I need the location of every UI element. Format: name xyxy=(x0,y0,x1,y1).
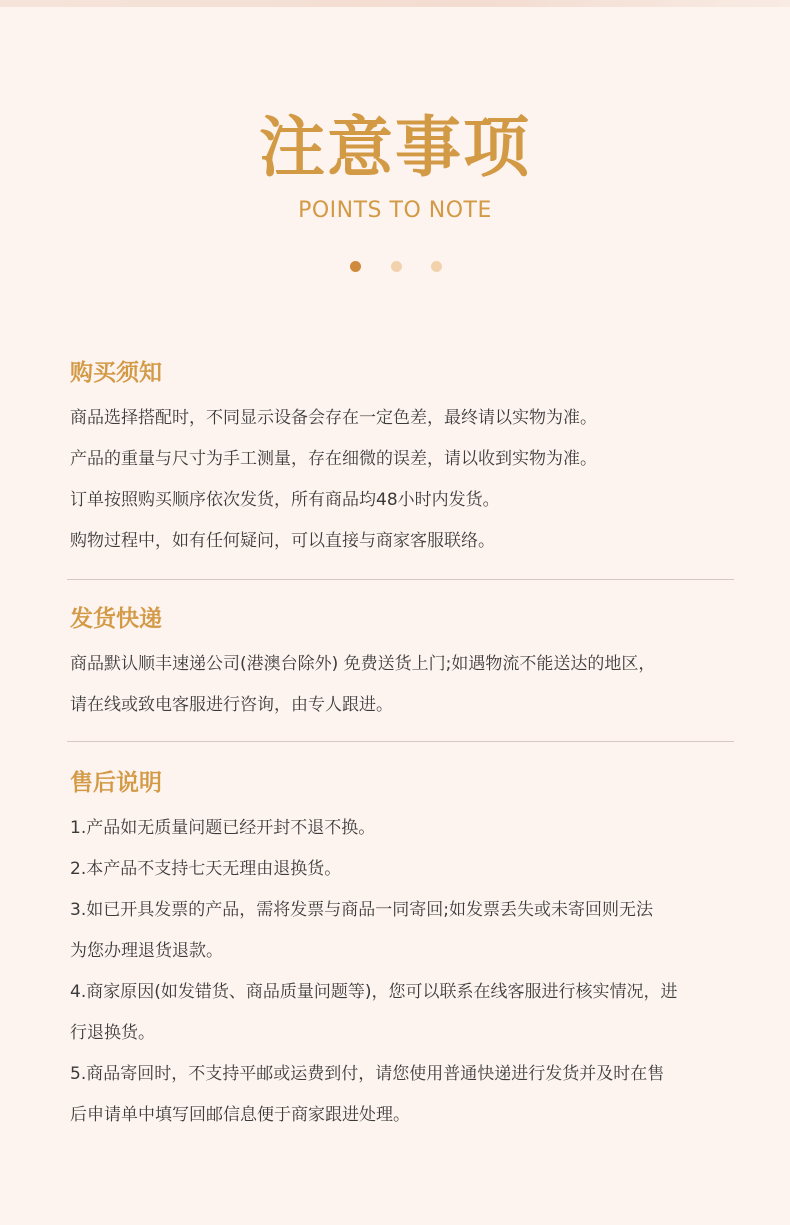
section-divider xyxy=(67,579,734,580)
text-line: 3.如已开具发票的产品，需将发票与商品一同寄回;如发票丢失或未寄回则无法 xyxy=(70,900,653,920)
text-line: 为您办理退货退款。 xyxy=(70,941,223,961)
text-line: 商品选择搭配时，不同显示设备会存在一定色差，最终请以实物为准。 xyxy=(70,408,597,428)
section-body xyxy=(70,398,734,562)
text-line: 行退换货。 xyxy=(70,1023,155,1043)
decorative-dots xyxy=(0,261,790,273)
text-line: 2.本产品不支持七天无理由退换货。 xyxy=(70,859,342,879)
section-heading: 购买须知 xyxy=(70,360,162,386)
dot-inactive xyxy=(391,261,402,272)
text-line: 产品的重量与尺寸为手工测量，存在细微的误差，请以收到实物为准。 xyxy=(70,449,597,469)
text-line: 5.商品寄回时，不支持平邮或运费到付，请您使用普通快递进行发货并及时在售 xyxy=(70,1064,665,1084)
section-shipping xyxy=(70,604,734,726)
section-purchase-notes xyxy=(70,358,734,562)
section-divider xyxy=(67,741,734,742)
section-body xyxy=(70,644,734,726)
text-line: 订单按照购买顺序依次发货，所有商品均48小时内发货。 xyxy=(70,490,500,510)
section-after-sales xyxy=(70,768,734,1136)
text-line: 后申请单中填写回邮信息便于商家跟进处理。 xyxy=(70,1105,410,1125)
dot-active xyxy=(350,261,361,272)
top-decor-strip xyxy=(0,0,790,7)
text-line: 购物过程中，如有任何疑问，可以直接与商家客服联络。 xyxy=(70,531,495,551)
page-subtitle: POINTS TO NOTE xyxy=(298,198,492,223)
section-heading: 售后说明 xyxy=(70,770,162,796)
dot-inactive xyxy=(431,261,442,272)
text-line: 4.商家原因(如发错货、商品质量问题等)，您可以联系在线客服进行核实情况，进 xyxy=(70,982,678,1002)
text-line: 1.产品如无质量问题已经开封不退不换。 xyxy=(70,818,376,838)
page-title: 注意事项 xyxy=(259,109,531,186)
text-line: 请在线或致电客服进行咨询，由专人跟进。 xyxy=(70,695,393,715)
section-body xyxy=(70,808,734,1136)
section-heading: 发货快递 xyxy=(70,606,162,632)
text-line: 商品默认顺丰速递公司(港澳台除外) 免费送货上门;如遇物流不能送达的地区， xyxy=(70,654,656,674)
